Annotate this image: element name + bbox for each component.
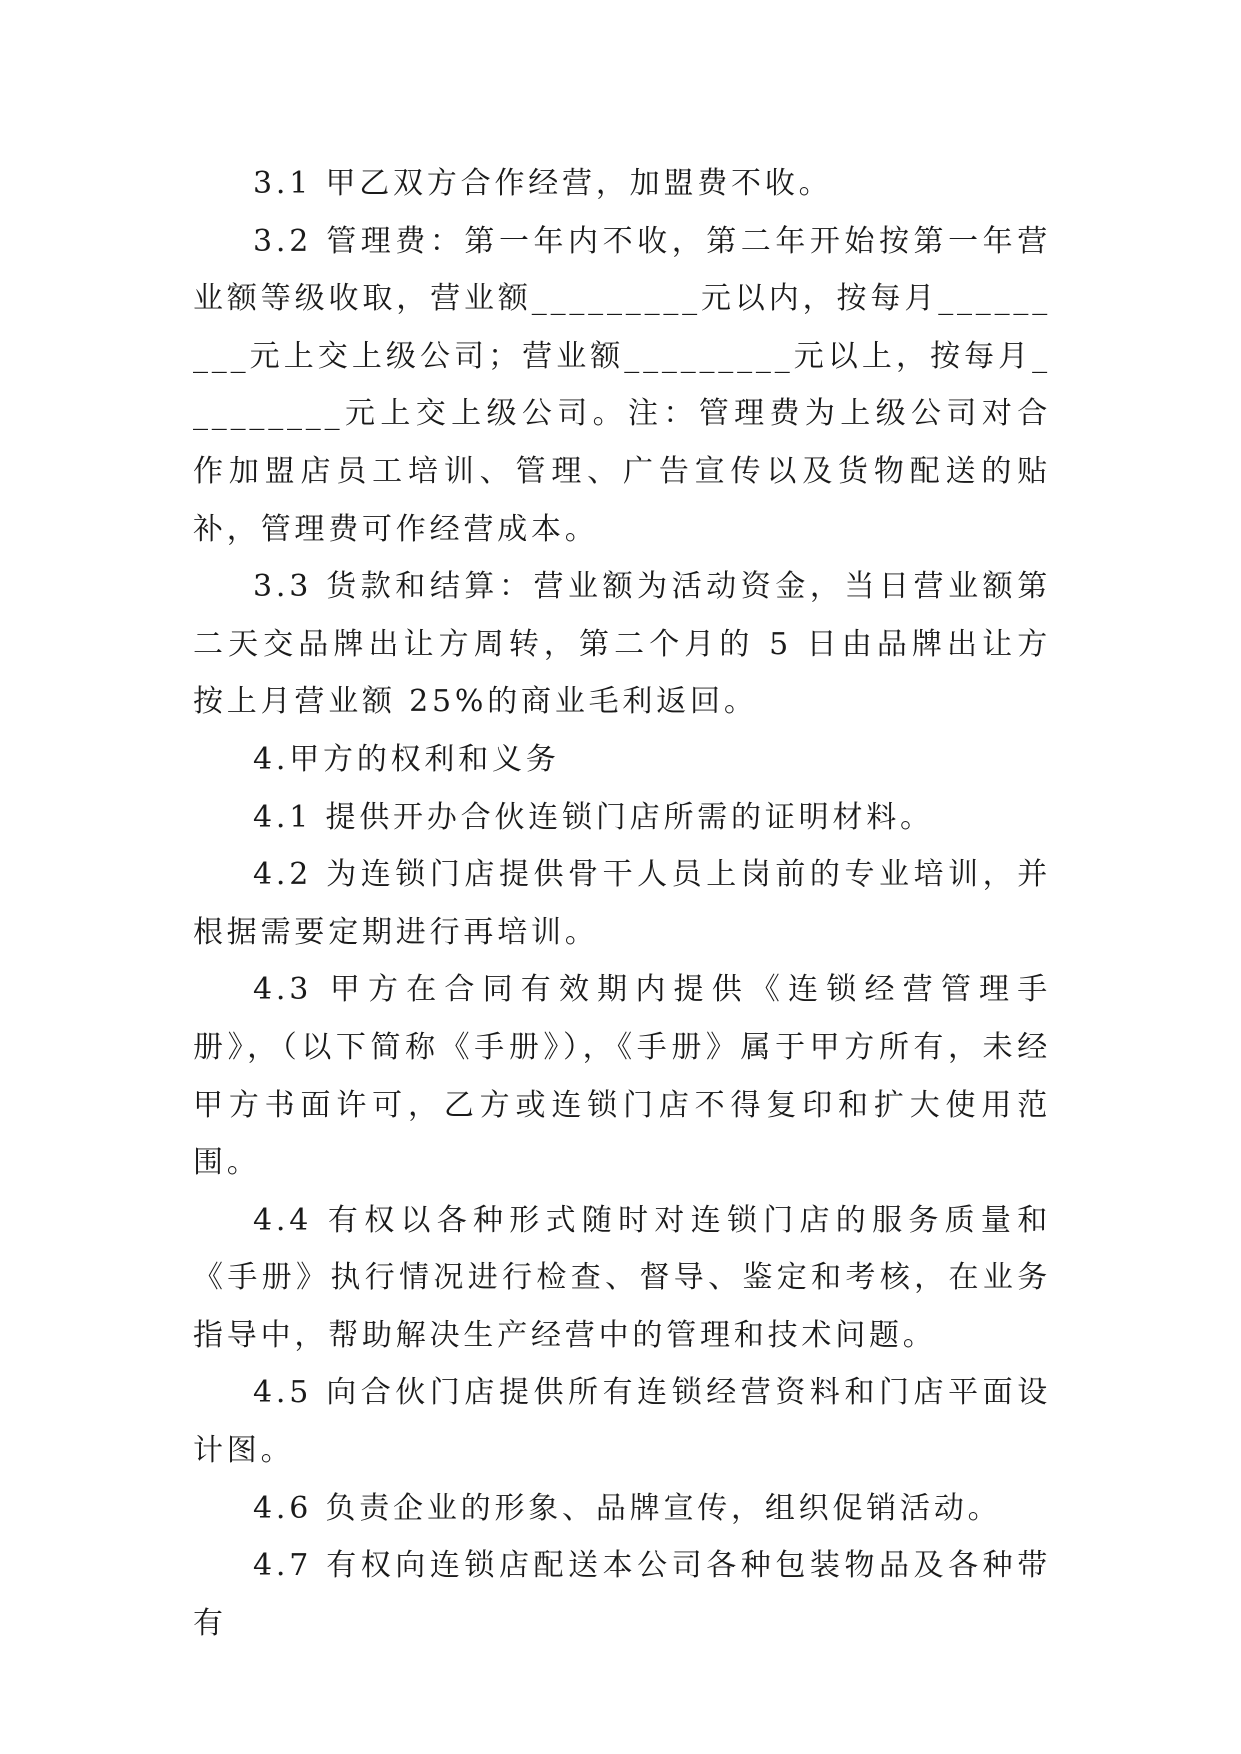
document-body	[193, 155, 1051, 1652]
clause-3-2: 3.2 管理费：第一年内不收，第二年开始按第一年营业额等级收取，营业额_________元以内，按每月_________元上交上级公司；营业额_________元以上，按每月_________元上交上级公司。注：管理费为上级公司对合作加盟店员工培训、管理、广告宣传以及货物配送的贴补，管理费可作经营成本。	[193, 223, 1051, 547]
clause-4-7: 4.7 有权向连锁店配送本公司各种包装物品及各种带有	[193, 1548, 1051, 1641]
section-4-heading: 4.甲方的权利和义务	[253, 741, 560, 777]
clause-4-2: 4.2 为连锁门店提供骨干人员上岗前的专业培训，并根据需要定期进行再培训。	[193, 857, 1051, 950]
clause-4-1: 4.1 提供开办合伙连锁门店所需的证明材料。	[253, 799, 934, 835]
clause-4-3: 4.3 甲方在合同有效期内提供《连锁经营管理手册》，（以下简称《手册》），《手册》属于甲方所有，未经甲方书面许可，乙方或连锁门店不得复印和扩大使用范围。	[193, 972, 1051, 1181]
clause-4-6: 4.6 负责企业的形象、品牌宣传，组织促销活动。	[253, 1490, 1002, 1526]
clause-4-5: 4.5 向合伙门店提供所有连锁经营资料和门店平面设计图。	[193, 1375, 1051, 1469]
clause-3-3: 3.3 货款和结算：营业额为活动资金，当日营业额第二天交品牌出让方周转，第二个月的 5 日由品牌出让方按上月营业额 25%的商业毛利返回。	[193, 569, 1051, 720]
clause-4-4: 4.4 有权以各种形式随时对连锁门店的服务质量和《手册》执行情况进行检查、督导、鉴定和考核，在业务指导中，帮助解决生产经营中的管理和技术问题。	[193, 1202, 1051, 1353]
clause-3-1: 3.1 甲乙双方合作经营，加盟费不收。	[253, 166, 833, 201]
